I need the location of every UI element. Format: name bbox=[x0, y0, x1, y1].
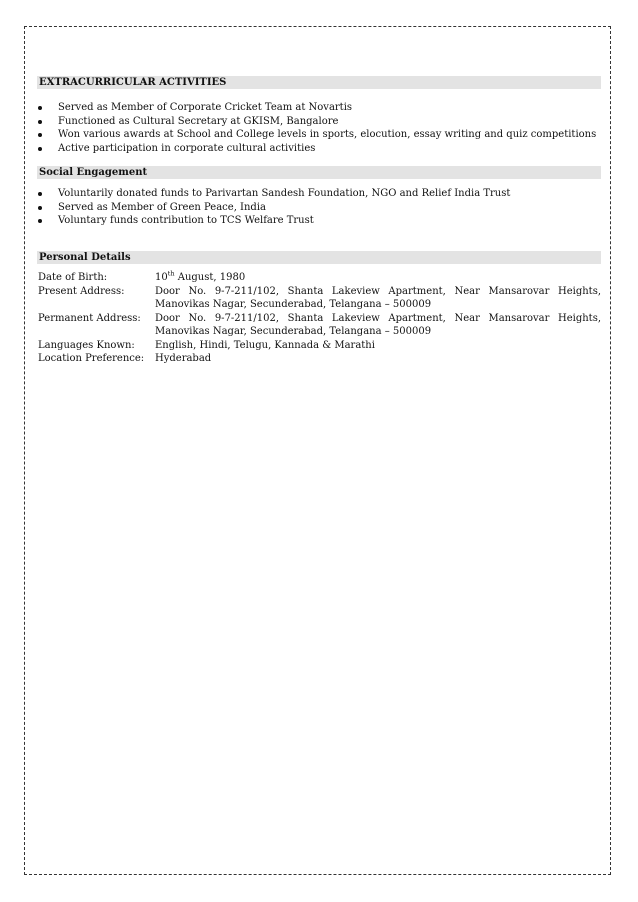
bullet-icon bbox=[38, 219, 42, 223]
permanent-address-value: Door No. 9-7-211/102, Shanta Lakeview Apartment, Near Mansarovar Heights, Manovikas Nagar, Secunderabad, Telangana – 500009 bbox=[155, 312, 601, 337]
list-item: Functioned as Cultural Secretary at GKISM, Bangalore bbox=[37, 115, 597, 129]
social-list bbox=[37, 187, 597, 228]
present-address-row bbox=[38, 285, 601, 312]
personal-details bbox=[38, 271, 601, 366]
list-item: Active participation in corporate cultural activities bbox=[37, 142, 597, 156]
location-label: Location Preference: bbox=[38, 353, 145, 364]
location-value: Hyderabad bbox=[155, 353, 212, 364]
list-item: Served as Member of Corporate Cricket Team at Novartis bbox=[37, 101, 597, 115]
extracurricular-list bbox=[37, 101, 597, 155]
bullet-icon bbox=[38, 192, 42, 196]
location-row bbox=[38, 352, 601, 366]
present-address-value: Door No. 9-7-211/102, Shanta Lakeview Apartment, Near Mansarovar Heights, Manovikas Nagar, Secunderabad, Telangana – 500009 bbox=[155, 285, 601, 310]
list-item: Voluntarily donated funds to Parivartan Sandesh Foundation, NGO and Relief India Trust bbox=[37, 187, 597, 201]
present-address-label: Present Address: bbox=[38, 285, 125, 297]
bullet-icon bbox=[38, 120, 42, 124]
list-item: Won various awards at School and College levels in sports, elocution, essay writing and quiz competitions bbox=[37, 128, 597, 142]
dob-label: Date of Birth: bbox=[38, 272, 108, 283]
bullet-icon bbox=[38, 133, 42, 137]
languages-row bbox=[38, 339, 601, 353]
permanent-address-row bbox=[38, 312, 601, 339]
social-heading: Social Engagement bbox=[37, 166, 601, 179]
permanent-address-label: Permanent Address: bbox=[38, 312, 141, 324]
languages-value: English, Hindi, Telugu, Kannada & Marathi bbox=[155, 339, 375, 351]
bullet-icon bbox=[38, 206, 42, 210]
personal-heading: Personal Details bbox=[37, 251, 601, 264]
list-item: Voluntary funds contribution to TCS Welfare Trust bbox=[37, 214, 597, 228]
languages-label: Languages Known: bbox=[38, 339, 135, 351]
dob-row bbox=[38, 271, 601, 285]
list-item: Served as Member of Green Peace, India bbox=[37, 201, 597, 215]
bullet-icon bbox=[38, 106, 42, 110]
dob-value: 10th August, 1980 bbox=[155, 269, 246, 283]
bullet-icon bbox=[38, 147, 42, 151]
extracurricular-heading: EXTRACURRICULAR ACTIVITIES bbox=[37, 76, 601, 89]
